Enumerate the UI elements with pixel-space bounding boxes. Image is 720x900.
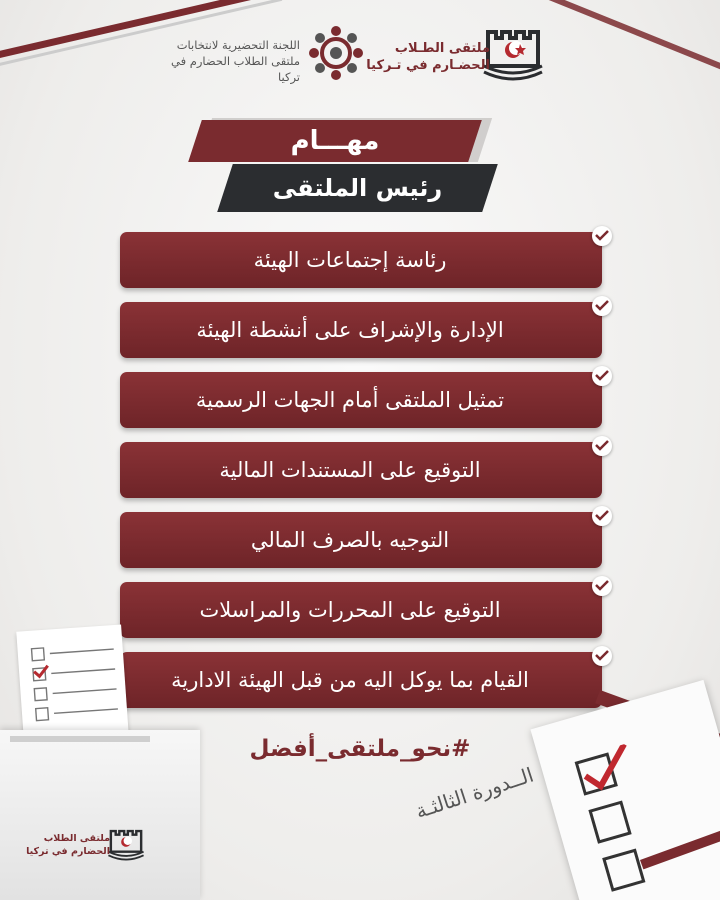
- org-name-line1: ملتقى الطـلاب: [394, 41, 490, 56]
- duty-label: رئاسة إجتماعات الهيئة: [253, 248, 447, 272]
- check-icon: [592, 646, 612, 666]
- duty-label: القيام بما يوكل اليه من قبل الهيئة الادارية: [171, 668, 529, 692]
- duty-label: الإدارة والإشراف على أنشطة الهيئة: [196, 318, 504, 342]
- ballot-slot: [10, 736, 150, 742]
- duty-item: [120, 652, 602, 708]
- check-icon: [592, 296, 612, 316]
- duty-item: [120, 512, 602, 568]
- check-icon: [592, 226, 612, 246]
- ballot-paper-left: [16, 624, 128, 741]
- footer-logo-line1: ملتقى الطلاب: [43, 833, 110, 844]
- footer-logo-text: [20, 832, 110, 858]
- duty-item: [120, 302, 602, 358]
- hashtag: #نحو_ملتقى_أفضل: [249, 736, 471, 762]
- ballot-checkbox-icon: [570, 738, 691, 900]
- title-line2: رئيس الملتقى: [272, 174, 443, 202]
- duty-item: [120, 582, 602, 638]
- check-icon: [592, 366, 612, 386]
- committee-logo: [150, 25, 390, 85]
- check-icon: [592, 576, 612, 596]
- committee-emblem-icon: [308, 25, 364, 81]
- committee-line1: اللجنة التحضيرية لانتخابات: [176, 38, 300, 52]
- committee-line2: ملتقى الطلاب الحضارم في تركيا: [171, 54, 300, 84]
- org-logo: [366, 22, 720, 92]
- duty-item: [120, 442, 602, 498]
- footer-logo-line2: الحضارم في تركيا: [26, 846, 110, 857]
- ballot-checklist-icon: [21, 635, 128, 742]
- org-name-line2: الحضـارم في تـركيا: [366, 58, 490, 73]
- duty-item: [120, 372, 602, 428]
- duty-label: التوقيع على المستندات المالية: [219, 458, 481, 482]
- cycle-label: الــدورة الثالثـة: [412, 762, 537, 824]
- duty-label: التوقيع على المحررات والمراسلات: [199, 598, 501, 622]
- footer-logo-icon: [106, 825, 146, 865]
- duty-label: التوجيه بالصرف المالي: [250, 528, 450, 552]
- check-icon: [592, 506, 612, 526]
- duty-item: [120, 232, 602, 288]
- duty-label: تمثيل الملتقى أمام الجهات الرسمية: [195, 388, 505, 412]
- title-line1: مهـــام: [290, 126, 380, 156]
- check-icon: [592, 436, 612, 456]
- ballot-box: [0, 730, 200, 900]
